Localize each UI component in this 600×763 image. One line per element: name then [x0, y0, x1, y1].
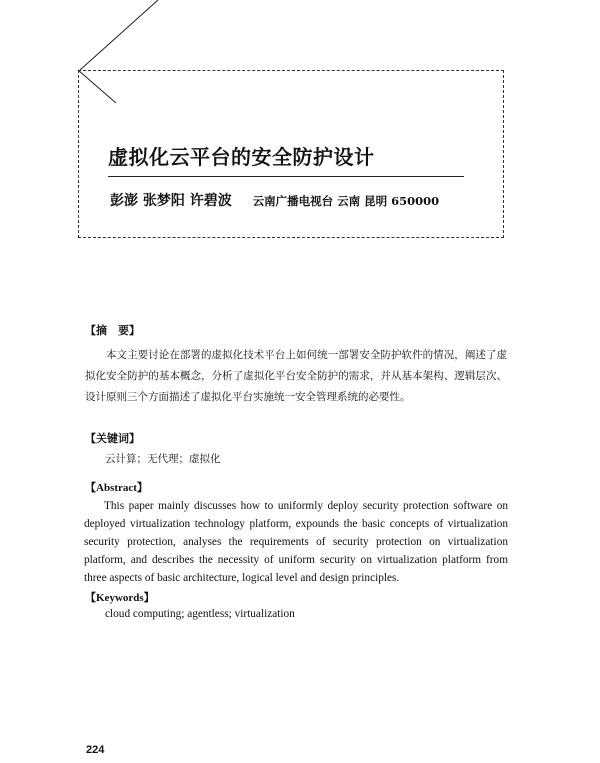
paper-title: 虚拟化云平台的安全防护设计	[108, 145, 375, 169]
abstract-cn-heading: 【摘 要】	[85, 324, 140, 337]
abstract-en-body	[84, 497, 508, 587]
authors: 彭澎 张梦阳 许碧波	[110, 193, 232, 209]
abstract-cn-text: 本文主要讨论在部署的虚拟化技术平台上如何统一部署安全防护软件的情况，阐述了虚拟化安全防护的基本概念，分析了虚拟化平台安全防护的需求，并从基本架构、逻辑层次、设计原则三个方面描述了虚拟化平台实施统一安全管理系统的必要性。	[85, 349, 507, 403]
keywords-cn-text: 云计算；无代理；虚拟化	[105, 453, 221, 465]
corner-decoration	[0, 0, 600, 130]
affiliation: 云南广播电视台 云南 昆明 650000	[252, 194, 440, 208]
keywords-cn-heading: 【关键词】	[85, 432, 140, 445]
title-rule	[108, 176, 464, 177]
abstract-en-heading: 【Abstract】	[85, 482, 148, 494]
keywords-en-text: cloud computing; agentless; virtualization	[105, 608, 295, 620]
abstract-en-text: This paper mainly discusses how to uniformly deploy security protection software on deployed virtualization technology platform, expounds the basic concepts of virtualization security protection, analyses the requirements of security protection on virtualization platform, and describes the necessity of uniform security on virtualization platform from three aspects of basic architecture, logical level and design principles.	[84, 500, 508, 584]
keywords-en-heading: 【Keywords】	[85, 592, 155, 604]
page-number: 224	[86, 744, 105, 756]
byline	[110, 190, 439, 210]
abstract-cn-body	[85, 345, 507, 408]
